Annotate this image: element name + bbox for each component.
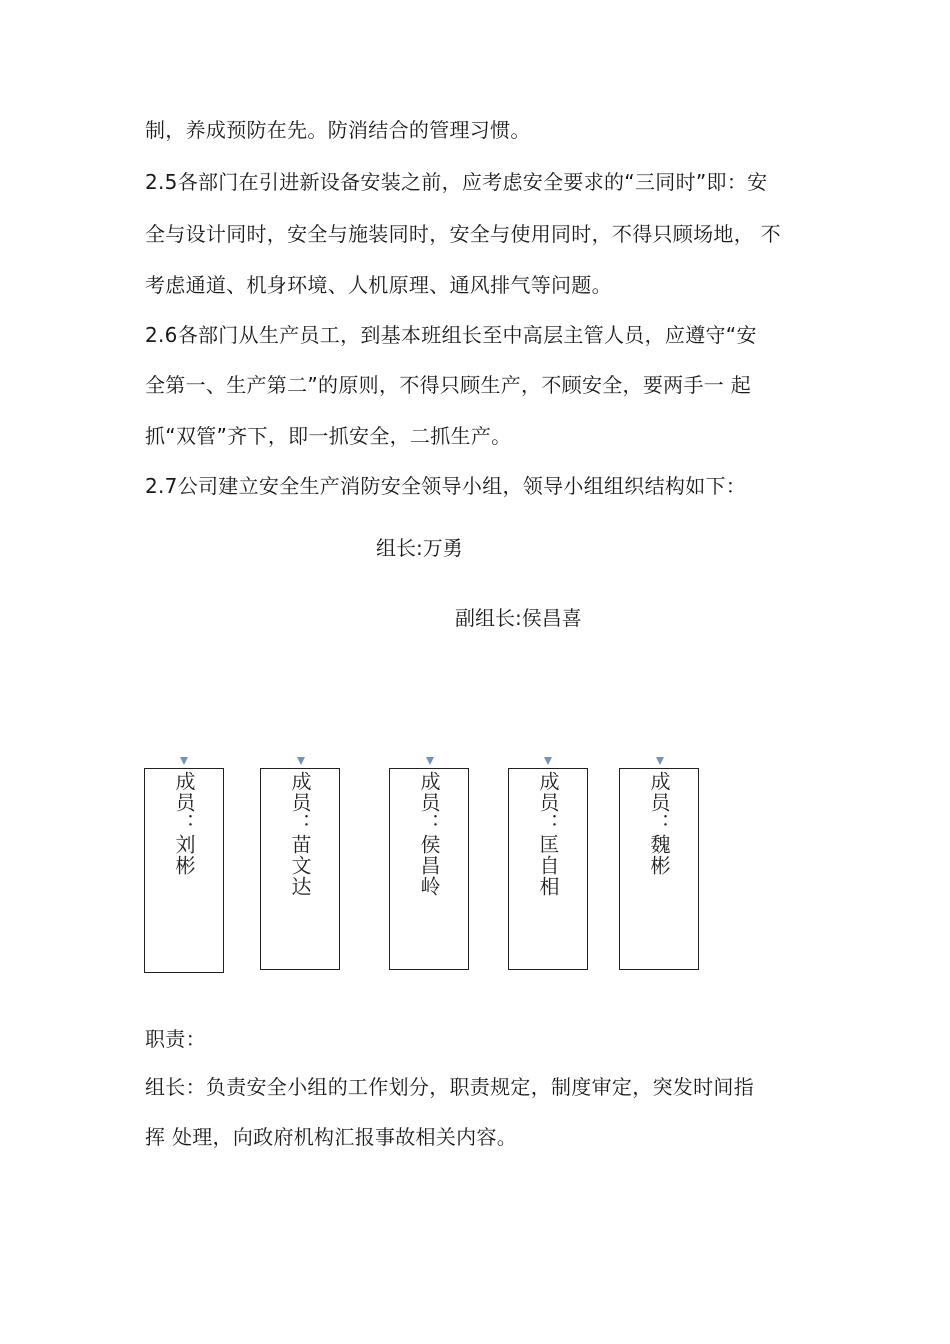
member-name: 成员：刘彬 <box>172 771 196 876</box>
duties-line: 组长：负责安全小组的工作划分，职责规定，制度审定，突发时间指 <box>145 1075 754 1099</box>
paragraph-line: 考虑通道、机身环境、人机原理、通风排气等问题。 <box>145 273 612 297</box>
member-box <box>389 768 469 970</box>
arrow-down-icon <box>297 757 305 765</box>
paragraph-line: 制，养成预防在先。防消结合的管理习惯。 <box>145 118 531 142</box>
paragraph-line <box>145 170 818 194</box>
duties-heading: 职责： <box>145 1027 206 1051</box>
member-box <box>144 768 224 973</box>
member-name: 成员：匡自相 <box>536 771 560 897</box>
paragraph-line-text: 2.5各部门在引进新设备安装之前，应考虑安全要求的“三同时”即：安 <box>145 170 768 194</box>
paragraph-line: 全第一、生产第二”的原则，不得只顾生产，不顾安全，要两手一 起 <box>145 373 752 397</box>
paragraph-line: 抓“双管”齐下，即一抓安全，二抓生产。 <box>145 424 512 448</box>
arrow-down-icon <box>656 757 664 765</box>
org-deputy: 副组长:侯昌喜 <box>455 606 582 630</box>
paragraph-line: 全与设计同时，安全与施装同时，安全与使用同时，不得只顾场地， 不 <box>145 222 781 246</box>
org-leader: 组长:万勇 <box>376 536 463 560</box>
arrow-down-icon <box>180 757 188 765</box>
member-name: 成员：侯昌岭 <box>417 771 441 897</box>
member-name: 成员：苗文达 <box>288 771 312 897</box>
member-box <box>619 768 699 970</box>
member-box <box>508 768 588 970</box>
paragraph-line: 2.7公司建立安全生产消防安全领导小组，领导小组组织结构如下： <box>145 474 747 498</box>
member-name: 成员：魏彬 <box>647 771 671 876</box>
arrow-down-icon <box>544 757 552 765</box>
arrow-down-icon <box>426 757 434 765</box>
member-box <box>260 768 340 970</box>
duties-line: 挥 处理，向政府机构汇报事故相关内容。 <box>145 1125 518 1149</box>
paragraph-line: 2.6各部门从生产员工，到基本班组长至中高层主管人员，应遵守“安 <box>145 323 757 347</box>
